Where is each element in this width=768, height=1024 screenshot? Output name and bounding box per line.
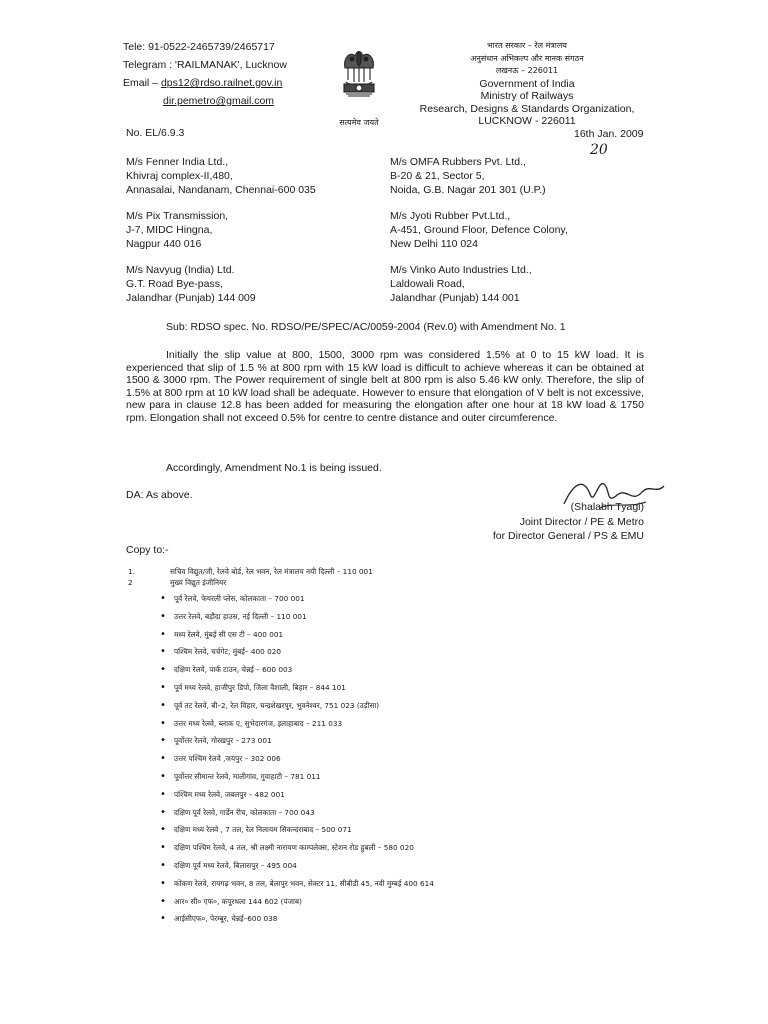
addressee-line: Annasalai, Nandanam, Chennai-600 035: [126, 184, 316, 196]
addressee-6: [390, 263, 532, 305]
list-item: • दक्षिण पूर्व मध्य रेलवे, बिलासपुर – 495 004: [160, 857, 434, 875]
addressee-line: Khivraj complex-II,480,: [126, 170, 233, 182]
body-paragraph: Initially the slip value at 800, 1500, 3000 rpm was considered 1.5% at 0 to 15 kW load. It is experienced that slip of 1.5 % at 800 rpm with 15 kW load is difficult to achieve whereas it can be obtained at 1500 & 3000 rpm. The Power requirement of single belt at 800 rpm is also 5.46 kW only. Therefore, the slip of 1.5% at 800 rpm at 10 kW load shall be adequate. However to ensure that elongation of V belt is not excessive, new para in clause 12.8 has been added for measuring the elongation after one hour at 18 kW load & 1750 rpm. Elongation shall not exceed 0.5% for centre to centre distance and outer circumference.: [126, 349, 644, 424]
list-item: • उत्तर पश्चिम रेलवे ,जयपुर – 302 006: [160, 750, 434, 768]
addressee-line: M/s Pix Transmission,: [126, 210, 229, 222]
org-line-4: LUCKNOW - 226011: [478, 115, 576, 127]
org-line-3: Research, Designs & Standards Organization,: [419, 102, 635, 115]
addressee-line: M/s Fenner India Ltd.,: [126, 156, 229, 168]
reference-number: No. EL/6.9.3: [126, 127, 185, 139]
addressee-line: M/s Jyoti Rubber Pvt.Ltd.,: [390, 210, 511, 222]
addressee-5: [126, 263, 256, 305]
subject-line: Sub: RDSO spec. No. RDSO/PE/SPEC/AC/0059-2004 (Rev.0) with Amendment No. 1: [166, 321, 566, 333]
email-line: [123, 77, 287, 90]
list-item: • दक्षिण मध्य रेलवे , 7 तल, रेल निलायम सिकन्दराबाद – 500 071: [160, 821, 434, 839]
addressee-line: Noida, G.B. Nagar 201 301 (U.P.): [390, 184, 546, 196]
list-item: • पश्चिम मध्य रेलवे, जबलपुर – 482 001: [160, 786, 434, 804]
org-hindi-line-1: भारत सरकार – रेल मंत्रालय: [487, 41, 567, 50]
org-line-2: Ministry of Railways: [480, 90, 574, 102]
telephone-line: Tele: 91-0522-2465739/2465717: [123, 41, 275, 53]
list-item: • पूर्व मध्य रेलवे, हाजीपुर डिपो, जिला वैशाली, बिहार – 844 101: [160, 679, 434, 697]
list-item: • पूर्व तट रेलवे, बी–2, रेल विहार, चन्द्रशेखरपुर, भुवनेश्वर, 751 023 (उड़ीसा): [160, 697, 434, 715]
accordingly-line: Accordingly, Amendment No.1 is being issued.: [166, 462, 382, 474]
header-organization: [402, 40, 652, 128]
list-item: • पूर्व रेलवे, फेयरली प्लेस, कोलकाता – 700 001: [160, 590, 434, 608]
list-item: • दक्षिण पूर्व रेलवे, गार्डेन रीच, कोलकाता – 700 043: [160, 804, 434, 822]
email-label: Email –: [123, 77, 161, 89]
emblem-motto: सत्यमेव जयते: [339, 118, 379, 127]
org-hindi-line-2: अनुसंधान अभिकल्प और मानक संगठन: [470, 53, 584, 63]
signatory-title: Joint Director / PE & Metro: [519, 515, 644, 528]
copy-item-number: 2: [128, 578, 133, 587]
state-emblem: [331, 42, 387, 128]
email-link-primary[interactable]: dps12@rdso.railnet.gov.in: [160, 77, 283, 89]
signatory-name: (Shalabh Tyagi): [570, 501, 644, 513]
list-item: • उत्तर मध्य रेलवे, ब्लाक ए, सुभेदारगंज, इलाहाबाद – 211 033: [160, 715, 434, 733]
addressee-line: J-7, MIDC Hingna,: [126, 224, 213, 236]
list-item: • दक्षिण पश्चिम रेलवे, 4 तल, श्री लक्ष्मी नारायण काम्पलेक्स, स्टेशन रोड हुबली – 580 020: [160, 839, 434, 857]
org-line-1: Government of India: [479, 77, 575, 90]
addressee-line: Laldowali Road,: [390, 278, 465, 290]
list-item: • आर० सी० एफ०, कपूरथला 144 602 (पंजाब): [160, 893, 434, 911]
copy-item-text: मुख्य विद्युत इंजीनियर: [170, 578, 227, 587]
org-hindi-line-3: लखनऊ – 226011: [495, 66, 559, 75]
list-item: • दक्षिण रेलवे, पार्क टाउन, चेन्नई – 600 003: [160, 661, 434, 679]
enclosure-line: DA: As above.: [126, 489, 193, 501]
addressee-line: B-20 & 21, Sector 5,: [390, 170, 485, 182]
handwritten-note: 20: [590, 142, 608, 158]
list-item: • मध्य रेलवे, मुंबई सी एस टी – 400 001: [160, 626, 434, 644]
addressee-3: [126, 209, 228, 251]
addressee-line: Jalandhar (Punjab) 144 001: [390, 292, 520, 304]
addressee-line: Nagpur 440 016: [126, 238, 202, 250]
signatory-for: for Director General / PS & EMU: [492, 530, 644, 542]
letter-date: 16th Jan. 2009: [574, 128, 644, 140]
copy-item-text: सचिव विद्युत/जी, रेलवे बोर्ड, रेल भवन, रेल मंत्रालय नयी दिल्ली – 110 001: [170, 567, 373, 576]
addressee-line: Jalandhar (Punjab) 144 009: [126, 292, 256, 304]
addressee-line: M/s Vinko Auto Industries Ltd.,: [390, 264, 532, 276]
addressee-line: M/s OMFA Rubbers Pvt. Ltd.,: [390, 156, 526, 168]
telegram-line: Telegram : 'RAILMANAK', Lucknow: [123, 59, 287, 71]
signature-block: [460, 500, 644, 544]
email-link-secondary[interactable]: dir.pemetro@gmail.com: [163, 95, 275, 107]
header-contact: [123, 41, 287, 108]
copy-to-heading: Copy to:-: [126, 544, 169, 556]
list-item: • पूर्वोत्तर रेलवे, गोरखपुर – 273 001: [160, 732, 434, 750]
list-item: • पूर्वोत्तर सीमान्त रेलवे, मालीगांव, गुवाहाटी – 781 011: [160, 768, 434, 786]
email-line-secondary: [123, 95, 287, 108]
addressee-4: [390, 209, 568, 251]
state-emblem-icon: [334, 42, 384, 114]
addressee-1: [126, 155, 316, 197]
addressee-line: M/s Navyug (India) Ltd.: [126, 264, 235, 276]
addressee-line: G.T. Road Bye-pass,: [126, 278, 223, 290]
list-item: • उत्तर रेलवे, बड़ौदा हाउस, नई दिल्ली – 110 001: [160, 608, 434, 626]
list-item: • कोंकण रेलवे, रायगढ़ भवन, 8 तल, बेलापुर भवन, सेक्टर 11, सीबीडी 45, नवी मुम्बई 400 614: [160, 875, 434, 893]
addressee-line: New Delhi 110 024: [390, 238, 478, 250]
copy-item-number: 1.: [128, 567, 135, 576]
copy-distribution-list: [160, 590, 434, 928]
addressee-2: [390, 155, 546, 197]
addressee-line: A-451, Ground Floor, Defence Colony,: [390, 224, 568, 236]
list-item: • पश्चिम रेलवे, चर्चगेट, मुंबई– 400 020: [160, 643, 434, 661]
list-item: • आईसीएफ०, पेरम्बूर, चेन्नई–600 038: [160, 910, 434, 928]
